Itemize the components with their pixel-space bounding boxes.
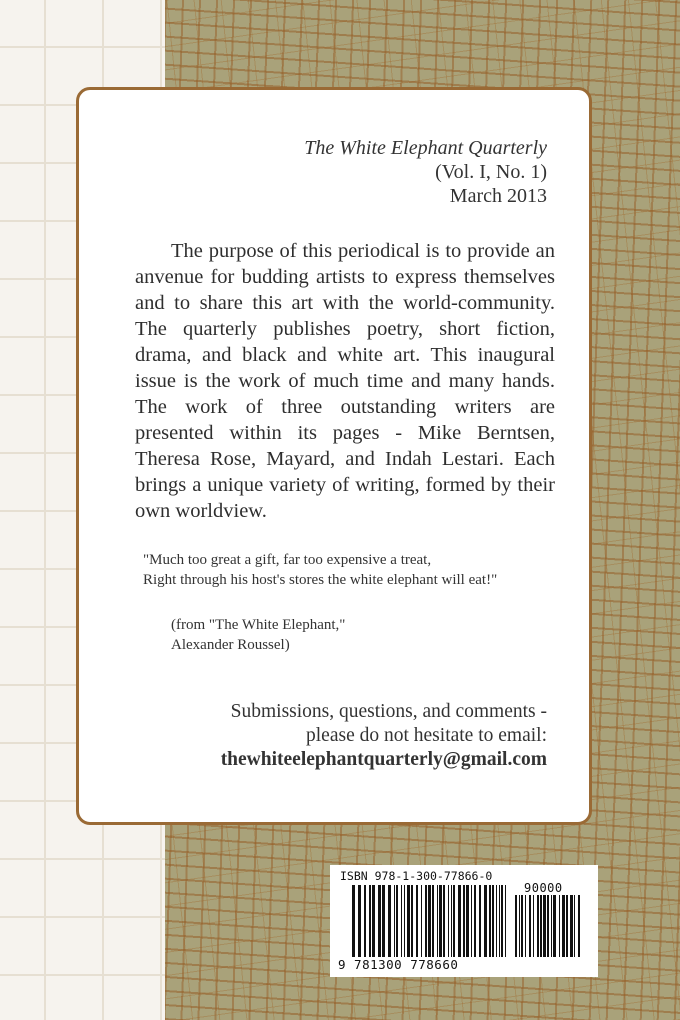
volume-info: (Vol. I, No. 1) xyxy=(435,161,547,183)
barcode-bar xyxy=(570,895,573,957)
barcode-bar xyxy=(463,885,465,957)
barcode-bar xyxy=(458,885,461,957)
barcode-bar xyxy=(411,885,413,957)
barcode-bar xyxy=(505,885,506,957)
barcode-bar xyxy=(574,895,575,957)
attribution-line-1: (from "The White Elephant," xyxy=(171,617,346,633)
barcode-bar xyxy=(492,885,494,957)
barcode-bar xyxy=(553,895,556,957)
barcode-bar xyxy=(521,895,523,957)
barcode-bar xyxy=(364,885,366,957)
barcode-bar xyxy=(547,895,549,957)
barcode-addon-number: 90000 xyxy=(524,881,563,895)
isbn-label: ISBN 978-1-300-77866-0 xyxy=(340,869,493,883)
masthead xyxy=(304,136,547,208)
barcode-bar xyxy=(437,885,438,957)
barcode-number: 9 781300 778660 xyxy=(338,957,459,972)
epigraph-quote xyxy=(143,550,583,590)
barcode-bar xyxy=(489,885,491,957)
purpose-paragraph: The purpose of this periodical is to provide an anvenue for budding artists to express themselves and to share this art with the world-community. The quarterly publishes poetry, short fiction, drama, and black and white art. This inaugural issue is the work of much time and many hands. The work of three outstanding writers are presented within its pages - Mike Berntsen, Theresa Rose, Mayard, and Indah Lestari. Each brings a unique variety of writing, formed by their own worldview. xyxy=(135,240,555,522)
barcode-bar xyxy=(425,885,427,957)
barcode-bar xyxy=(540,895,542,957)
barcode-bars xyxy=(352,885,512,957)
barcode-bar xyxy=(562,895,565,957)
quote-line-2: Right through his host's stores the white elephant will eat!" xyxy=(143,572,498,588)
barcode-bar xyxy=(559,895,560,957)
barcode-bar xyxy=(479,885,481,957)
barcode-bar xyxy=(428,885,431,957)
contact-email[interactable]: thewhiteelephantquarterly@gmail.com xyxy=(220,749,547,770)
barcode-bar xyxy=(551,895,552,957)
barcode-bar xyxy=(466,885,469,957)
barcode-bar xyxy=(537,895,539,957)
issue-date: March 2013 xyxy=(449,185,547,207)
barcode-bar xyxy=(519,895,520,957)
quote-attribution xyxy=(171,615,345,655)
contact-line-2: please do not hesitate to email: xyxy=(306,725,547,746)
barcode-bar xyxy=(352,885,355,957)
barcode-bar xyxy=(401,885,402,957)
barcode-bar xyxy=(396,885,398,957)
barcode-bar xyxy=(382,885,385,957)
barcode-bar xyxy=(404,885,405,957)
barcode-bar xyxy=(471,885,472,957)
barcode-bar xyxy=(496,885,497,957)
barcode-bar xyxy=(372,885,375,957)
barcode-bar xyxy=(378,885,381,957)
contact-info xyxy=(221,700,547,772)
barcode-bar xyxy=(578,895,580,957)
barcode-bar xyxy=(501,885,503,957)
text-card xyxy=(76,87,592,825)
quote-line-1: "Much too great a gift, far too expensive a treat, xyxy=(143,552,432,568)
barcode-bar xyxy=(474,885,476,957)
barcode-bar xyxy=(515,895,517,957)
barcode-bar xyxy=(448,885,449,957)
barcode-bar xyxy=(566,895,568,957)
barcode-bar xyxy=(369,885,371,957)
barcode-bar xyxy=(358,885,361,957)
attribution-line-2: Alexander Roussel) xyxy=(171,637,290,653)
barcode-bar xyxy=(439,885,442,957)
barcode-bar xyxy=(484,885,487,957)
barcode-bar xyxy=(543,895,546,957)
barcode-bar xyxy=(394,885,395,957)
isbn-barcode xyxy=(330,865,598,977)
barcode-bar xyxy=(443,885,445,957)
barcode-bar xyxy=(453,885,455,957)
barcode-bar xyxy=(416,885,418,957)
barcode-bar xyxy=(529,895,531,957)
barcode-addon-bars xyxy=(515,895,585,957)
barcode-bar xyxy=(451,885,452,957)
barcode-bar xyxy=(407,885,410,957)
barcode-bar xyxy=(388,885,391,957)
contact-line-1: Submissions, questions, and comments - xyxy=(230,701,547,722)
barcode-bar xyxy=(421,885,422,957)
barcode-bar xyxy=(432,885,434,957)
barcode-bar xyxy=(525,895,526,957)
publication-title: The White Elephant Quarterly xyxy=(304,137,547,159)
barcode-bar xyxy=(499,885,500,957)
barcode-bar xyxy=(533,895,534,957)
